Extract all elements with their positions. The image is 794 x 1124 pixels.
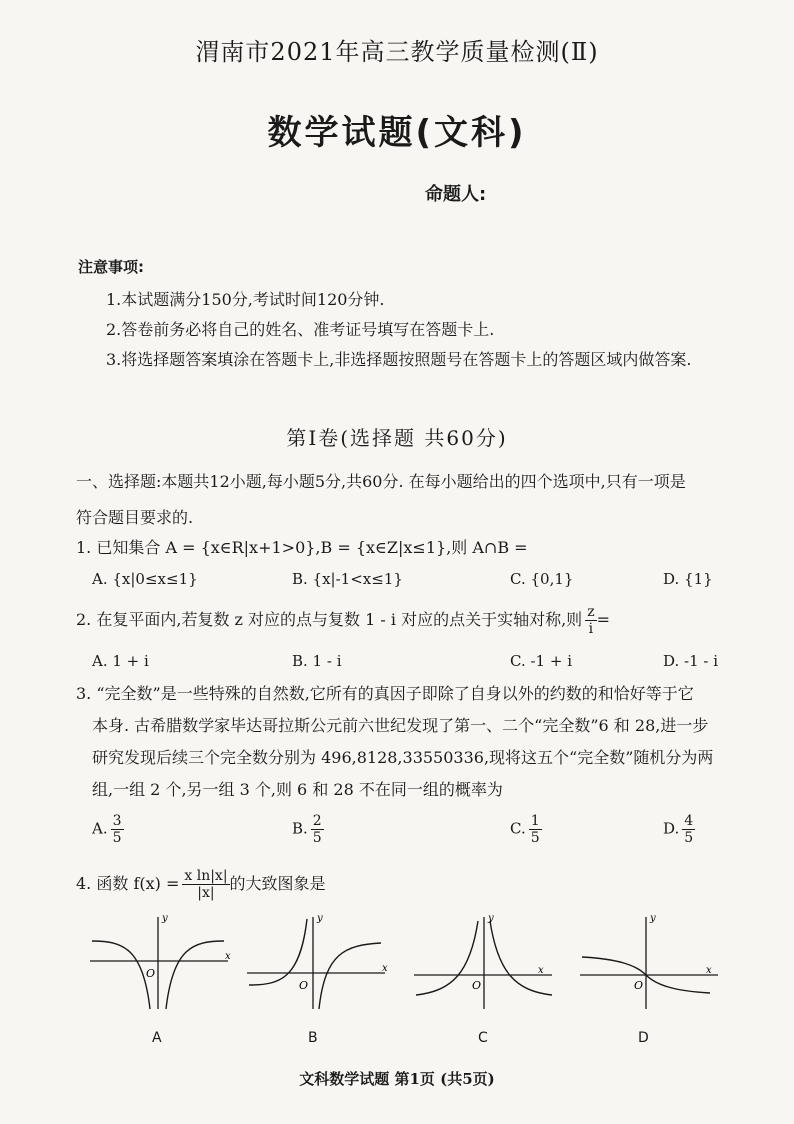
graph-d-x-axis: x (706, 965, 712, 976)
graph-c-label: C (478, 1030, 488, 1046)
q3-option-d-label: D. (663, 819, 680, 838)
q1-option-a: A. {x|0≤x≤1} (92, 570, 198, 588)
graph-b-x-axis: x (382, 963, 388, 974)
section-intro-line2: 符合题目要求的. (76, 508, 194, 527)
graph-d (578, 913, 728, 1013)
graph-b-origin: O (299, 979, 309, 992)
section-intro-line1: 一、选择题:本题共12小题,每小题5分,共60分. 在每小题给出的四个选项中,只有一项是 (76, 472, 686, 491)
q3-line-3: 研究发现后续三个完全数分别为 496,8128,33550336,现将这五个“完全数”随机分为两 (92, 748, 714, 767)
notice-item-2: 2.答卷前务必将自己的姓名、准考证号填写在答题卡上. (106, 320, 495, 339)
author-label: 命题人: (425, 184, 487, 205)
q3-option-c-den: 5 (530, 830, 540, 846)
graph-a-x-axis: x (225, 951, 231, 962)
q3-option-d-den: 5 (684, 830, 694, 846)
q4-stem-prefix: 4. 函数 f(x) = (76, 874, 180, 893)
q2-stem-text: 2. 在复平面内,若复数 z 对应的点与复数 1 - i 对应的点关于实轴对称,则 (76, 610, 583, 629)
graph-b (245, 913, 395, 1013)
graph-b-y-axis: y (317, 913, 323, 924)
q3-option-a (92, 813, 124, 846)
page-footer: 文科数学试题 第1页 (共5页) (299, 1070, 495, 1088)
q3-line-4: 组,一组 2 个,另一组 3 个,则 6 和 28 不在同一组的概率为 (92, 780, 503, 799)
q3-option-c (510, 813, 542, 846)
q3-option-d (663, 813, 695, 846)
section-title: 第Ⅰ卷(选择题 共60分) (286, 426, 508, 450)
graph-d-label: D (638, 1030, 649, 1046)
q2-option-b: B. 1 - i (292, 652, 342, 670)
q2-fraction (585, 604, 596, 637)
q3-option-b-label: B. (292, 819, 308, 838)
q3-option-a-num: 3 (112, 813, 122, 829)
graph-c-x-axis: x (538, 965, 544, 976)
q3-option-c-num: 1 (530, 813, 540, 829)
notice-item-1: 1.本试题满分150分,考试时间120分钟. (106, 290, 385, 309)
notice-item-3: 3.将选择题答案填涂在答题卡上,非选择题按照题号在答题卡上的答题区域内做答案. (106, 350, 692, 369)
exam-title: 渭南市2021年高三教学质量检测(Ⅱ) (195, 38, 599, 66)
q2-stem (76, 604, 610, 637)
graph-a-label: A (152, 1030, 162, 1046)
q2-option-c: C. -1 + i (510, 652, 572, 670)
q2-option-d: D. -1 - i (663, 652, 719, 670)
q4-stem (76, 868, 326, 901)
graph-d-origin: O (634, 979, 644, 992)
q3-option-b-num: 2 (312, 813, 322, 829)
q3-option-b-den: 5 (312, 830, 322, 846)
q4-frac-den: |x| (197, 885, 215, 901)
graph-c-origin: O (472, 979, 482, 992)
paper-title: 数学试题(文科) (267, 113, 527, 153)
q2-stem-end: = (596, 610, 610, 629)
q1-option-c: C. {0,1} (510, 570, 574, 588)
q2-frac-den: i (588, 621, 594, 637)
q3-line-2: 本身. 古希腊数学家毕达哥拉斯公元前六世纪发现了第一、二个“完全数”6 和 28,进一步 (92, 716, 709, 735)
graph-a (88, 913, 238, 1013)
graph-d-y-axis: y (650, 913, 656, 924)
q3-option-b (292, 813, 324, 846)
q4-frac-num: x ln|x| (184, 868, 228, 884)
q1-option-d: D. {1} (663, 570, 713, 588)
notice-title: 注意事项: (78, 258, 144, 276)
q2-frac-num: z (587, 604, 595, 620)
q4-stem-suffix: 的大致图象是 (229, 874, 326, 893)
q4-fraction (182, 868, 229, 901)
q3-option-d-num: 4 (684, 813, 694, 829)
graph-b-label: B (308, 1030, 318, 1046)
q3-line-1: 3. “完全数”是一些特殊的自然数,它所有的真因子即除了自身以外的约数的和恰好等于它 (76, 684, 694, 703)
q1-option-b: B. {x|-1<x≤1} (292, 570, 403, 588)
q1-stem: 1. 已知集合 A = {x∈R|x+1>0},B = {x∈Z|x≤1},则 A∩B = (76, 538, 528, 557)
graph-a-origin: O (146, 967, 156, 980)
graph-a-y-axis: y (162, 913, 168, 924)
graph-c-y-axis: y (488, 913, 494, 924)
q3-option-a-den: 5 (112, 830, 122, 846)
graph-c (412, 913, 562, 1013)
q3-option-c-label: C. (510, 819, 526, 838)
q2-option-a: A. 1 + i (92, 652, 149, 670)
q3-option-a-label: A. (92, 819, 108, 838)
